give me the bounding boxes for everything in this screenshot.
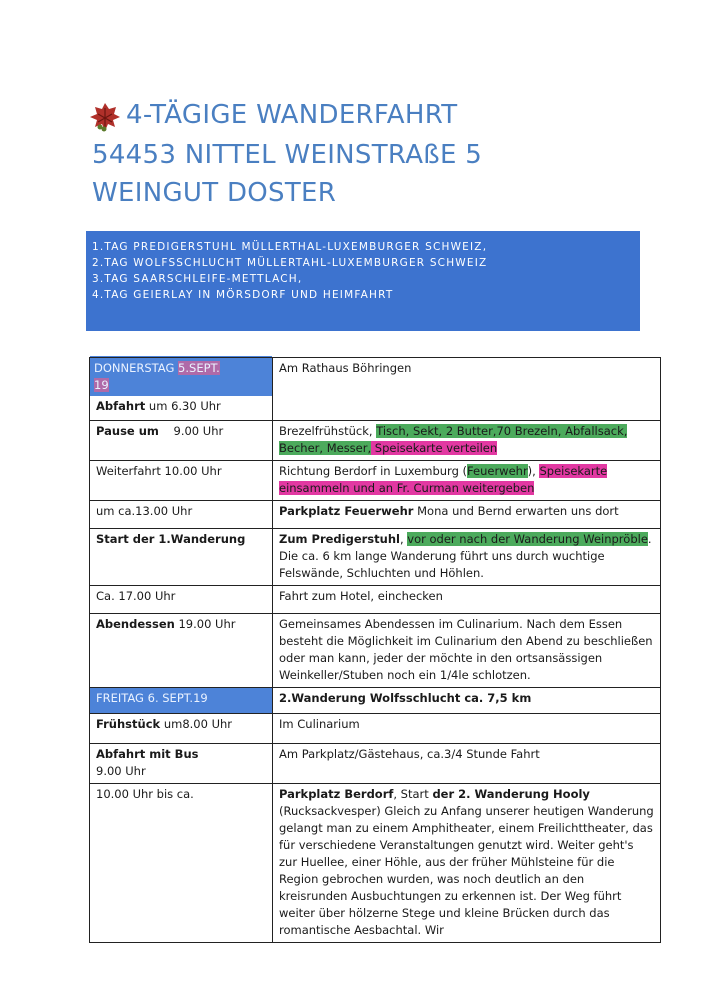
activity-cell: Im Culinarium — [273, 714, 661, 744]
activity-cell: Richtung Berdorf in Luxemburg (Feuerwehr), Speisekarte einsammeln und an Fr. Curman weitergeben — [273, 461, 661, 501]
activity-cell: Fahrt zum Hotel, einchecken — [273, 586, 661, 614]
time-cell: Weiterfahrt 10.00 Uhr — [90, 461, 273, 501]
time-cell: Pause um 9.00 Uhr — [90, 421, 273, 461]
time-cell: Abendessen 19.00 Uhr — [90, 614, 273, 688]
table-row — [90, 461, 661, 501]
time-cell: Ca. 17.00 Uhr — [90, 586, 273, 614]
title-line-1: 4-TÄGIGE WANDERFAHRT — [126, 100, 458, 130]
activity-cell: Am Parkplatz/Gästehaus, ca.3/4 Stunde Fahrt — [273, 744, 661, 784]
activity-cell: Parkplatz Berdorf, Start der 2. Wanderung Hooly (Rucksackvesper) Gleich zu Anfang unserer heutigen Wanderung gelangt man zu einem Amphitheater, einem Freilichttheater, das für verschiedene Veranstaltungen genutzt wird. Weiter geht's zur Huellee, einer Höhle, aus der früher Mühlsteine für die Region gebrochen wurden, was noch deutlich an den kreisrunden Ausbuchtungen zu erkennen ist. Der Weg führt weiter über hölzerne Stege und kleine Brücken durch das romantische Aesbachtal. Wir — [273, 784, 661, 943]
banner-day-3: 3.TAG SAARSCHLEIFE-METTLACH, — [92, 273, 303, 285]
table-row — [90, 744, 661, 784]
time-cell: DONNERSTAG 5.SEPT. 19 Abfahrt um 6.30 Uhr — [90, 358, 273, 421]
table-row — [90, 784, 661, 943]
table-row — [90, 501, 661, 529]
table-row — [90, 688, 661, 714]
time-cell: Abfahrt mit Bus 9.00 Uhr — [90, 744, 273, 784]
grape-leaf-logo-icon — [88, 100, 122, 134]
table-row — [90, 529, 661, 586]
title-line-3: WEINGUT DOSTER — [92, 178, 337, 208]
activity-cell: Brezelfrühstück, Tisch, Sekt, 2 Butter,70 Brezeln, Abfallsack, Becher, Messer, Speisekarte verteilen — [273, 421, 661, 461]
banner-day-4: 4.TAG GEIERLAY IN MÖRSDORF UND HEIMFAHRT — [92, 289, 394, 301]
time-cell: um ca.13.00 Uhr — [90, 501, 273, 529]
title-line-2: 54453 NITTEL WEINSTRAßE 5 — [92, 140, 483, 170]
day-header-thursday: DONNERSTAG 5.SEPT. 19 — [90, 356, 272, 396]
table-row — [90, 358, 661, 421]
table-row — [90, 614, 661, 688]
schedule-table — [89, 357, 661, 943]
activity-cell: Am Rathaus Böhringen — [273, 358, 661, 421]
banner-day-1: 1.TAG PREDIGERSTUHL MÜLLERTHAL-LUXEMBURGER SCHWEIZ, — [92, 241, 488, 253]
activity-cell: Gemeinsames Abendessen im Culinarium. Nach dem Essen besteht die Möglichkeit im Culinarium den Abend zu beschließen oder man kann, jeder der möchte in den ortsansässigen Weinkeller/Stuben noch ein 1/4le schlotzen. — [273, 614, 661, 688]
day-header-friday: FREITAG 6. SEPT.19 — [90, 688, 273, 714]
activity-cell: 2.Wanderung Wolfsschlucht ca. 7,5 km — [273, 688, 661, 714]
time-cell: Frühstück um8.00 Uhr — [90, 714, 273, 744]
activity-cell: Zum Predigerstuhl, vor oder nach der Wanderung Weinpröble. Die ca. 6 km lange Wanderung führt uns durch wuchtige Felswände, Schluchten und Höhlen. — [273, 529, 661, 586]
banner-day-2: 2.TAG WOLFSSCHLUCHT MÜLLERTAHL-LUXEMBURGER SCHWEIZ — [92, 257, 488, 269]
time-cell: Start der 1.Wanderung — [90, 529, 273, 586]
table-row — [90, 586, 661, 614]
itinerary-banner — [86, 231, 640, 331]
activity-cell: Parkplatz Feuerwehr Mona und Bernd erwarten uns dort — [273, 501, 661, 529]
time-cell: 10.00 Uhr bis ca. — [90, 784, 273, 943]
table-row — [90, 421, 661, 461]
table-row — [90, 714, 661, 744]
